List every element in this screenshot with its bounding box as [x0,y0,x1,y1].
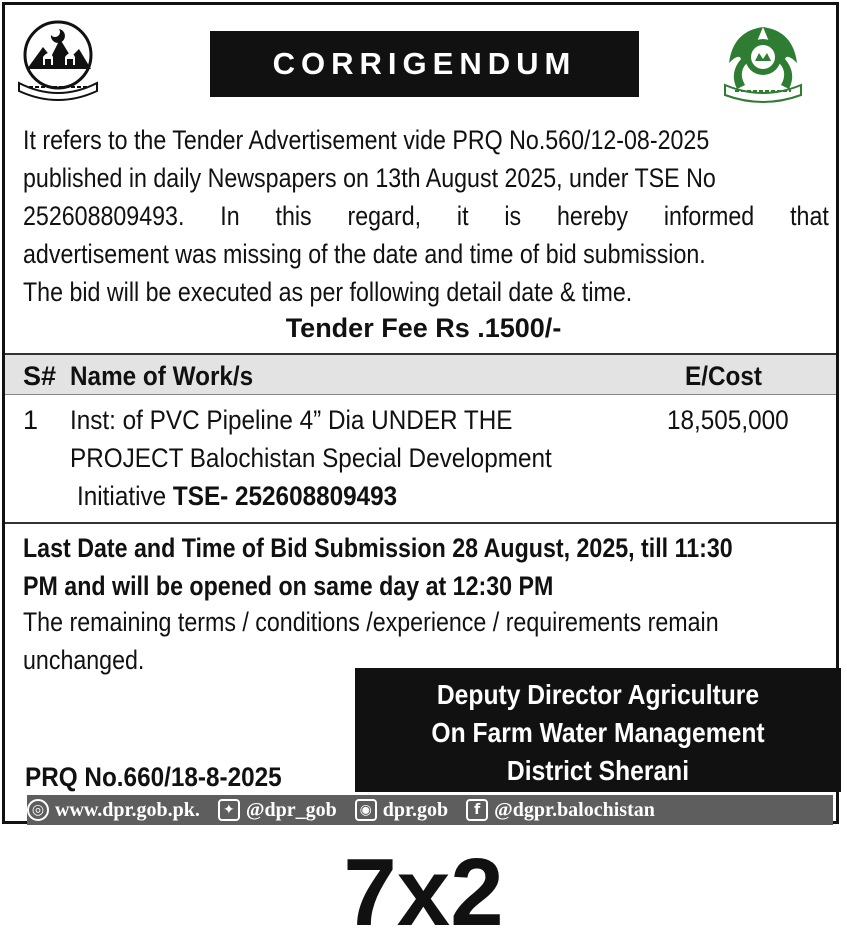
header-cost: E/Cost [685,361,762,391]
twitter-icon: ✦ [218,799,240,821]
table-divider [5,522,836,524]
intro-line: It refers to the Tender Advertisement vide PRQ No.560/12-08-2025 [23,125,710,155]
row-work-line: PROJECT Balochistan Special Development [70,443,552,473]
intro-line: advertisement was missing of the date and time of bid submission. [23,239,706,269]
tender-fee: Tender Fee Rs .1500/- [285,313,562,343]
instagram-icon: ◉ [355,799,377,821]
footer-facebook [466,799,655,822]
header-sno: S# [23,361,57,391]
deadline-line: Last Date and Time of Bid Submission 28 August, 2025, till 11:30 [23,533,733,563]
signature-line: On Farm Water Management [431,717,765,748]
corrigendum-title-box [210,31,639,97]
row-cost: 18,505,000 [667,405,789,435]
table-header [5,353,836,395]
row-sno: 1 [23,405,39,435]
prq-number: PRQ No.660/18-8-2025 [25,762,282,792]
facebook-handle: @dgpr.balochistan [494,798,655,821]
ad-size-label: 7x2 [343,839,504,946]
advertisement-frame [2,2,839,824]
globe-icon: ◎ [27,799,49,821]
instagram-handle: dpr.gob [382,798,449,821]
remaining-line: The remaining terms / conditions /experience / requirements remain [23,607,719,637]
row-work-line: Inst: of PVC Pipeline 4” Dia UNDER THE [70,405,513,435]
footer-twitter [218,799,337,822]
deadline-line: PM and will be opened on same day at 12:30 PM [23,571,554,601]
remaining-line: unchanged. [23,645,145,675]
website-text: www.dpr.gob.pk. [55,798,200,821]
row-tse-number: TSE- 252608809493 [172,481,398,511]
signature-block [355,668,841,792]
row-work-prefix: Initiative [77,481,173,511]
footer-website [27,799,200,822]
agriculture-department-logo [717,19,809,105]
intro-line: The bid will be executed as per following detail date & time. [23,277,633,307]
intro-line: 252608809493. In this regard, it is hereby informed that [23,201,829,231]
intro-line: published in daily Newspapers on 13th August 2025, under TSE No [23,163,716,193]
intro-paragraph [23,121,829,311]
balochistan-emblem-logo [13,17,103,107]
footer-band [27,795,833,825]
footer-instagram [355,799,448,822]
header-work: Name of Work/s [70,361,254,391]
row-work-line [77,481,397,512]
signature-line: Deputy Director Agriculture [436,679,760,710]
signature-line: District Sherani [506,755,690,786]
twitter-handle: @dpr_gob [245,798,337,821]
facebook-icon: f [466,799,488,821]
page-title: CORRIGENDUM [272,46,577,81]
deadline-paragraph [23,529,831,605]
